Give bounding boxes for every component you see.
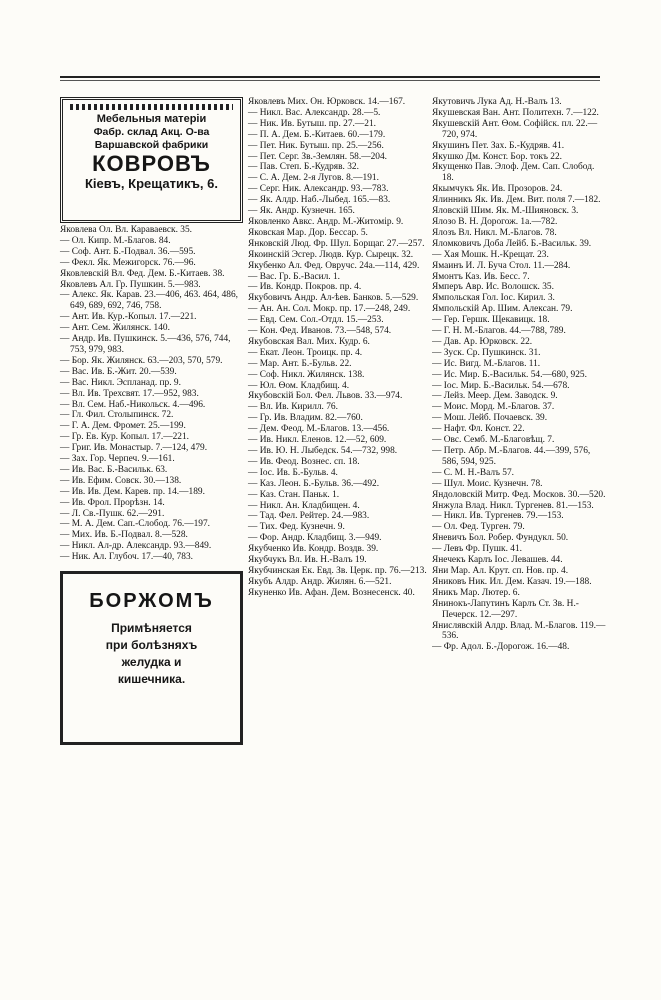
directory-entry: Ялинникъ Як. Ив. Дем. Вит. поля 7.—182. xyxy=(432,195,601,206)
directory-entry: Ялозо В. Н. Дорогож. 1а.—782. xyxy=(432,216,558,227)
directory-entry: Ялозъ Вл. Никл. М.-Благов. 78. xyxy=(432,227,557,238)
directory-entry: — Ис. Мир. Б.-Васильк. 54.—680, 925. xyxy=(432,369,587,380)
directory-entry: — Ив. Кондр. Покров. пр. 4. xyxy=(248,282,362,293)
directory-entry: Яломковичъ Доба Лейб. Б.-Васильк. 39. xyxy=(432,238,592,249)
directory-entry: — Ив. Фрол. Прорѣзн. 14. xyxy=(60,497,165,508)
directory-entry: — Соф. Никл. Жилянск. 138. xyxy=(248,369,365,380)
directory-entry: — Зах. Гор. Черпеч. 9.—161. xyxy=(60,454,175,465)
directory-entry: Яковлева Ол. Вл. Караваевск. 35. xyxy=(60,225,192,235)
directory-entry: — Г. Н. М.-Благов. 44.—788, 789. xyxy=(432,326,566,337)
directory-entry: Якушинъ Пет. Зах. Б.-Кудряв. 41. xyxy=(432,140,565,151)
directory-entry: — Вл. Ив. Кирилл. 76. xyxy=(248,402,338,413)
directory-entry: Ямонтъ Каз. Ив. Бесс. 7. xyxy=(432,271,530,282)
directory-entry: — Ант. Ив. Кур.-Копыл. 17.—221. xyxy=(60,312,197,323)
directory-entry: — Левъ Фр. Пушк. 41. xyxy=(432,544,522,555)
directory-list xyxy=(60,225,243,563)
directory-entry: Яниковъ Ник. Ил. Дем. Казач. 19.—188. xyxy=(432,576,592,587)
directory-entry: Якущенко Пав. Элоф. Дем. Сап. Слобод. 18. xyxy=(432,162,595,184)
directory-entry: Якушко Дм. Конст. Бор. токъ 22. xyxy=(432,151,563,162)
directory-entry: — Ив. Никл. Еленов. 12.—52, 609. xyxy=(248,435,387,446)
directory-entry: — Пав. Степ. Б.-Кудряв. 32. xyxy=(248,162,359,173)
ad-text xyxy=(71,620,232,688)
directory-entry: — Гл. Фил. Столыпинск. 72. xyxy=(60,410,174,421)
directory-entry: — Андр. Ив. Пушкинск. 5.—436, 576, 744, 753, 979, 983. xyxy=(60,334,231,355)
directory-entry: — Моис. Морд. М.-Благов. 37. xyxy=(432,402,555,413)
directory-entry: — Тих. Фед. Кузнечн. 9. xyxy=(248,522,345,533)
directory-entry: — Никл. Ив. Тургенев. 79.—153. xyxy=(432,511,564,522)
directory-entry: — Мош. Лейб. Почаевск. 39. xyxy=(432,413,548,424)
directory-entry: — Каз. Стан. Паньк. 1. xyxy=(248,489,340,500)
directory-entry: — Дав. Ар. Юрковск. 22. xyxy=(432,336,533,347)
directory-entry: — Пет. Серг. Зв.-Землян. 58.—204. xyxy=(248,151,387,162)
directory-entry: — Нафт. Фл. Конст. 22. xyxy=(432,424,525,435)
directory-entry: — Г. А. Дем. Фромет. 25.—199. xyxy=(60,421,186,432)
directory-entry: — Як. Алдр. Наб.-Лыбед. 165.—83. xyxy=(248,195,391,206)
column-3 xyxy=(432,97,608,653)
directory-entry: — Пет. Ник. Бутыш. пр. 25.—256. xyxy=(248,140,384,151)
directory-entry: Янжула Влад. Никл. Тургенев. 81.—153. xyxy=(432,500,594,511)
directory-entry: — Вас. Ив. Б.-Жит. 20.—539. xyxy=(60,366,177,377)
directory-entry: Якубъ Алдр. Андр. Жилян. 6.—521. xyxy=(248,576,392,587)
directory-entry: — Мар. Ант. Б.-Бульв. 22. xyxy=(248,358,352,369)
directory-entry: Якоинскій Эсгер. Людв. Кур. Сырецк. 32. xyxy=(248,249,414,260)
directory-entry: — Ис. Вигд. М.-Благов. 11. xyxy=(432,358,541,369)
directory-entry: — Ив. Ив. Дем. Карев. пр. 14.—189. xyxy=(60,486,205,497)
column-1 xyxy=(60,97,243,745)
directory-entry: — Ник. Ив. Бутыш. пр. 27.—21. xyxy=(248,118,376,129)
directory-entry: Якубчукъ Вл. Ив. Н.-Валъ 19. xyxy=(248,555,367,566)
directory-entry: Яковлевъ Мих. Он. Юрковск. 14.—167. xyxy=(248,97,406,107)
ad-line: Примѣняется xyxy=(111,621,192,636)
directory-entry: — С. М. Н.-Валъ 57. xyxy=(432,467,515,478)
directory-entry: Яковлевъ Ал. Гр. Пушкин. 5.—983. xyxy=(60,279,201,290)
directory-entry: — Ив. Ю. Н. Лыбедск. 54.—732, 998. xyxy=(248,446,398,456)
directory-entry: Ямаинъ И. Л. Буча Стол. 11.—284. xyxy=(432,260,571,271)
directory-entry: — Фекл. Як. Межигорск. 76.—96. xyxy=(60,257,196,268)
directory-entry: Янинокъ-Лапутинъ Карлъ Ст. Зв. Н.-Печерск. 12.—297. xyxy=(432,598,579,620)
directory-entry: Якымчукъ Як. Ив. Прозоров. 24. xyxy=(432,184,563,195)
directory-entry: — Екат. Леон. Троицк. пр. 4. xyxy=(248,347,363,358)
directory-entry: — Григ. Ив. Монастыр. 7.—124, 479. xyxy=(60,443,208,454)
ad-line: кишечника. xyxy=(117,672,186,687)
header-rule xyxy=(60,76,600,81)
directory-entry: — Овс. Семб. М.-Благовѣщ. 7. xyxy=(432,435,555,446)
directory-entry: Ямперъ Авр. Ис. Волошск. 35. xyxy=(432,282,554,293)
directory-entry: — Ив. Ефим. Совск. 30.—138. xyxy=(60,475,182,486)
directory-entry: Яникъ Мар. Лютер. 6. xyxy=(432,587,520,598)
directory-entry: — Ив. Феод. Вознес. сп. 18. xyxy=(248,456,360,467)
ad-brand: КОВРОВЪ xyxy=(92,151,211,176)
directory-entry: Якушевская Ван. Ант. Политехн. 7.—122. xyxy=(432,107,599,118)
directory-entry: — Вл. Сем. Наб.-Никольск. 4.—496. xyxy=(60,399,206,410)
directory-entry: — П. А. Дем. Б.-Китаев. 60.—179. xyxy=(248,129,386,140)
directory-entry: — Тад. Фел. Рейтер. 24.—983. xyxy=(248,511,370,522)
directory-entry: Яневичъ Бол. Робер. Фундукл. 50. xyxy=(432,533,569,544)
directory-entry: — Ник. Ал. Глубоч. 17.—40, 783. xyxy=(60,552,194,563)
directory-entry: — Ан. Ан. Сол. Мокр. пр. 17.—248, 249. xyxy=(248,304,411,315)
ad-brand: БОРЖОМЪ xyxy=(89,590,214,613)
directory-entry: Якубенко Ал. Фед. Овручс. 24а.—114, 429. xyxy=(248,260,420,271)
directory-entry: — Мих. Ив. Б.-Подвал. 8.—528. xyxy=(60,530,188,541)
directory-entry: Якубовская Вал. Мих. Кудр. 6. xyxy=(248,336,370,347)
directory-entry: Яковленко Авкс. Андр. М.-Житомір. 9. xyxy=(248,216,404,227)
directory-entry: — Вас. Никл. Эспланад. пр. 9. xyxy=(60,377,181,388)
directory-entry: Яни Мар. Ал. Крут. сп. Нов. пр. 4. xyxy=(432,565,569,576)
directory-entry: — Фор. Андр. Кладбищ. 3.—949. xyxy=(248,533,382,544)
advertisement-kovrov xyxy=(60,97,243,223)
directory-entry: — Ол. Кипр. М.-Благов. 84. xyxy=(60,235,171,246)
directory-entry: — Лейз. Меер. Дем. Заводск. 9. xyxy=(432,391,558,402)
directory-entry: Якубовичъ Андр. Ал-ѣев. Банков. 5.—529. xyxy=(248,293,419,304)
directory-entry: — Гр. Ев. Кур. Копыл. 17.—221. xyxy=(60,432,190,443)
directory-entry: — Алекс. Як. Карав. 23.—406, 463. 464, 486, 649, 689, 692, 746, 758. xyxy=(60,290,238,312)
directory-entry: — Л. Св.-Пушк. 62.—291. xyxy=(60,508,165,519)
directory-entry: Якуненко Ив. Афан. Дем. Вознесенск. 40. xyxy=(248,587,415,598)
ad-line: Варшавской фабрики xyxy=(94,139,209,151)
directory-entry: — Іос. Ив. Б.-Бульв. 4. xyxy=(248,467,338,478)
directory-entry: — Петр. Абр. М.-Благов. 44.—399, 576, 586, 594, 925. xyxy=(432,446,591,467)
directory-entry: Яковская Мар. Дор. Бессар. 5. xyxy=(248,227,368,238)
ad-line: желудка и xyxy=(121,655,182,670)
ornament-border xyxy=(70,104,233,110)
directory-entry: — Шул. Моис. Кузнечн. 78. xyxy=(432,478,543,489)
directory-entry: — Никл. Вас. Александр. 28.—5. xyxy=(248,107,381,118)
directory-entry: — Дем. Феод. М.-Благов. 13.—456. xyxy=(248,424,390,435)
directory-entry: — Гер. Гершк. Щекавицк. 18. xyxy=(432,315,550,326)
directory-entry: — Соф. Ант. Б.-Подвал. 36.—595. xyxy=(60,246,196,257)
ad-line: Мебельныя матеріи xyxy=(96,113,207,125)
directory-entry: — Іос. Мир. Б.-Васильк. 54.—678. xyxy=(432,380,570,391)
directory-entry: — Гр. Ив. Владим. 82.—760. xyxy=(248,413,363,424)
directory-entry: — Бор. Як. Жилянск. 63.—203, 570, 579. xyxy=(60,355,223,366)
directory-entry: — Вас. Гр. Б.-Васил. 1. xyxy=(248,271,341,282)
ad-line: при болѣзняхъ xyxy=(105,638,198,653)
directory-entry: Якубовскій Бол. Фел. Львов. 33.—974. xyxy=(248,391,403,402)
directory-entry: — Як. Андр. Кузнечн. 165. xyxy=(248,206,355,217)
directory-entry: — М. А. Дем. Сап.-Слобод. 76.—197. xyxy=(60,519,211,530)
directory-entry: Яндоловскій Митр. Фед. Москов. 30.—520. xyxy=(432,489,606,500)
ad-address: Кіевъ, Крещатикъ, 6. xyxy=(84,176,218,191)
directory-entry: — Фр. Адол. Б.-Дорогож. 16.—48. xyxy=(432,642,570,653)
ad-line: Фабр. склад Акц. О-ва xyxy=(93,126,210,138)
directory-entry: — Евд. Сем. Сол.-Отдл. 15.—253. xyxy=(248,315,384,326)
directory-entry: Янислявскій Алдр. Влад. М.-Благов. 119.—536. xyxy=(432,620,606,642)
directory-entry: — С. А. Дем. 2-я Лугов. 8.—191. xyxy=(248,173,379,184)
directory-entry: — Хая Мошк. Н.-Крещат. 23. xyxy=(432,249,549,260)
directory-entry: — Серг. Ник. Александр. 93.—783. xyxy=(248,184,389,195)
directory-entry: — Никл. Ал-др. Александр. 93.—849. xyxy=(60,541,212,552)
directory-entry: Ямпольская Гол. Іос. Кирил. 3. xyxy=(432,293,555,304)
directory-entry: Ямпольскій Ар. Шим. Алексан. 79. xyxy=(432,304,573,315)
directory-entry: — Кон. Фед. Иванов. 73.—548, 574. xyxy=(248,326,392,337)
directory-entry: — Юл. Ѳом. Кладбищ. 4. xyxy=(248,380,350,391)
directory-entry: — Никл. Ан. Кладбищен. 4. xyxy=(248,500,360,511)
directory-entry: Якушевскій Ант. Ѳом. Софійск. пл. 22.—720, 974. xyxy=(432,118,598,140)
directory-entry: Якубчинская Ек. Евд. Зв. Церк. пр. 76.—213. xyxy=(248,565,427,576)
directory-entry: Якутовичъ Лука Ад. Н.-Валъ 13. xyxy=(432,97,562,107)
directory-entry: — Каз. Леон. Б.-Бульв. 36.—492. xyxy=(248,478,380,489)
directory-entry: Яковлевскій Вл. Фед. Дем. Б.-Китаев. 38. xyxy=(60,268,225,279)
directory-entry: — Зуск. Ср. Пушкинск. 31. xyxy=(432,347,541,358)
directory-entry: Янечекъ Карлъ Іос. Левашев. 44. xyxy=(432,555,563,566)
directory-entry: — Ив. Вас. Б.-Васильк. 63. xyxy=(60,464,168,475)
directory-entry: — Ол. Фед. Турген. 79. xyxy=(432,522,525,533)
directory-entry: — Вл. Ив. Трехсвят. 17.—952, 983. xyxy=(60,388,199,399)
directory-entry: Якубченко Ив. Кондр. Воздв. 39. xyxy=(248,544,379,555)
directory-entry: Янковскій Люд. Фр. Шул. Борщаг. 27.—257. xyxy=(248,238,425,249)
directory-entry: — Ант. Сем. Жилянск. 140. xyxy=(60,323,170,334)
advertisement-borjom xyxy=(60,571,243,745)
directory-entry: Яловскій Шим. Як. М.-Шияновск. 3. xyxy=(432,206,579,217)
column-2 xyxy=(248,97,431,599)
